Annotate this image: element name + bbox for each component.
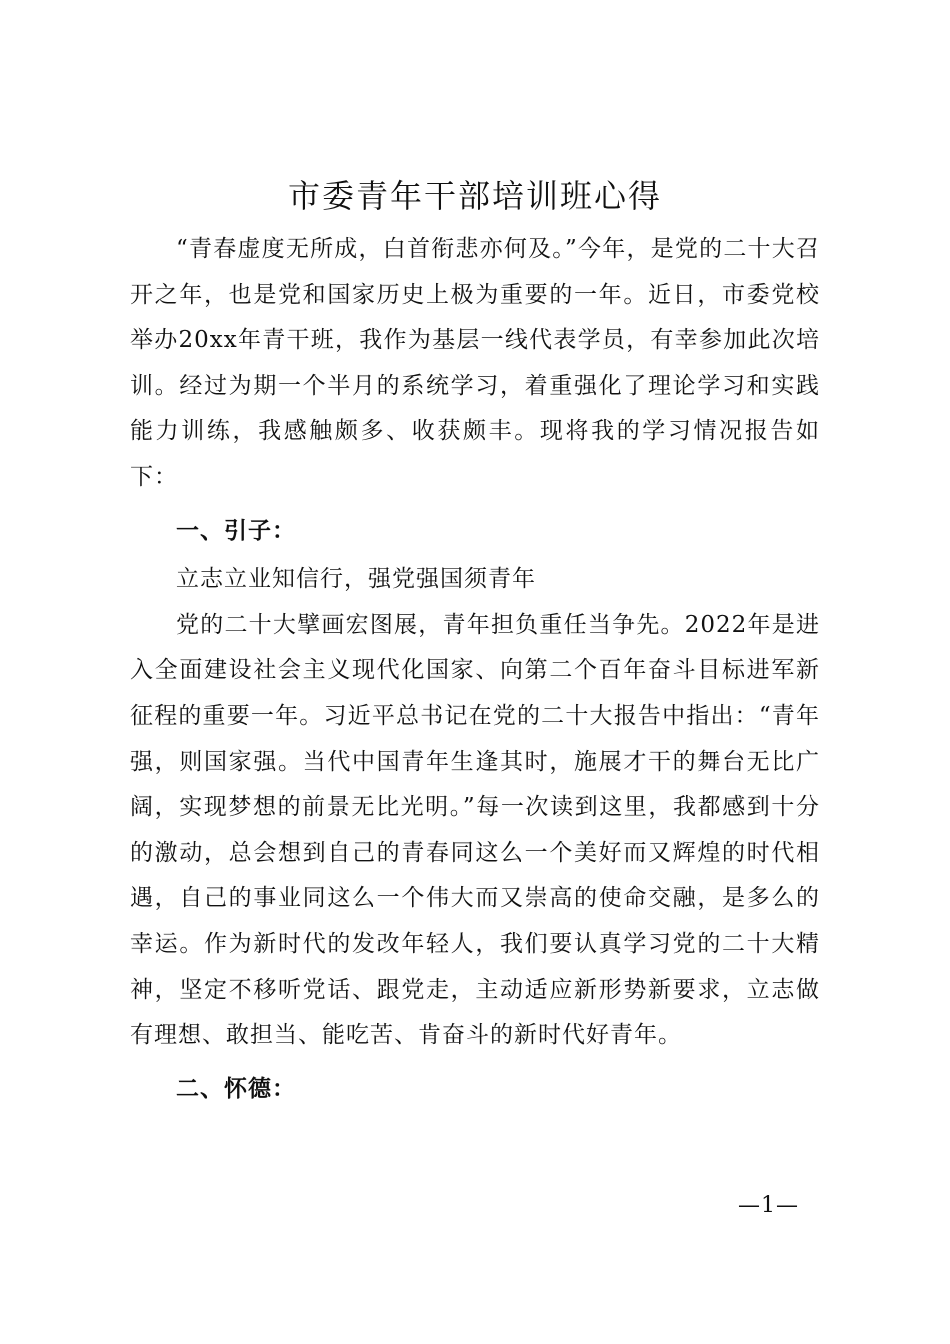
- section-1-paragraph: 党的二十大擘画宏图展，青年担负重任当争先。2022年是进入全面建设社会主义现代化国家、向第二个百年奋斗目标进军新征程的重要一年。习近平总书记在党的二十大报告中指出：“青年强，则国家强。当代中国青年生逢其时，施展才干的舞台无比广阔，实现梦想的前景无比光明。”每一次读到这里，我都感到十分的激动，总会想到自己的青春同这么一个美好而又辉煌的时代相遇，自己的事业同这么一个伟大而又崇高的使命交融，是多么的幸运。作为新时代的发改年轻人，我们要认真学习党的二十大精神，坚定不移听党话、跟党走，主动适应新形势新要求，立志做有理想、敢担当、能吃苦、肯奋斗的新时代好青年。: [130, 611, 820, 1049]
- intro-paragraph: “青春虚度无所成，白首衔悲亦何及。”今年，是党的二十大召开之年，也是党和国家历史上极为重要的一年。近日，市委党校举办20xx年青干班，我作为基层一线代表学员，有幸参加此次培训。经过为期一个半月的系统学习，着重强化了理论学习和实践能力训练，我感触颇多、收获颇丰。现将我的学习情况报告如下：: [130, 236, 820, 490]
- page-number: —1—: [738, 1193, 799, 1218]
- document-title: 市委青年干部培训班心得: [287, 177, 662, 215]
- section-1-subtitle: 立志立业知信行，强党强国须青年: [176, 566, 536, 593]
- section-1-heading: 一、引子：: [176, 517, 296, 544]
- section-2-heading: 二、怀德：: [176, 1075, 296, 1102]
- document-body: [130, 227, 820, 1112]
